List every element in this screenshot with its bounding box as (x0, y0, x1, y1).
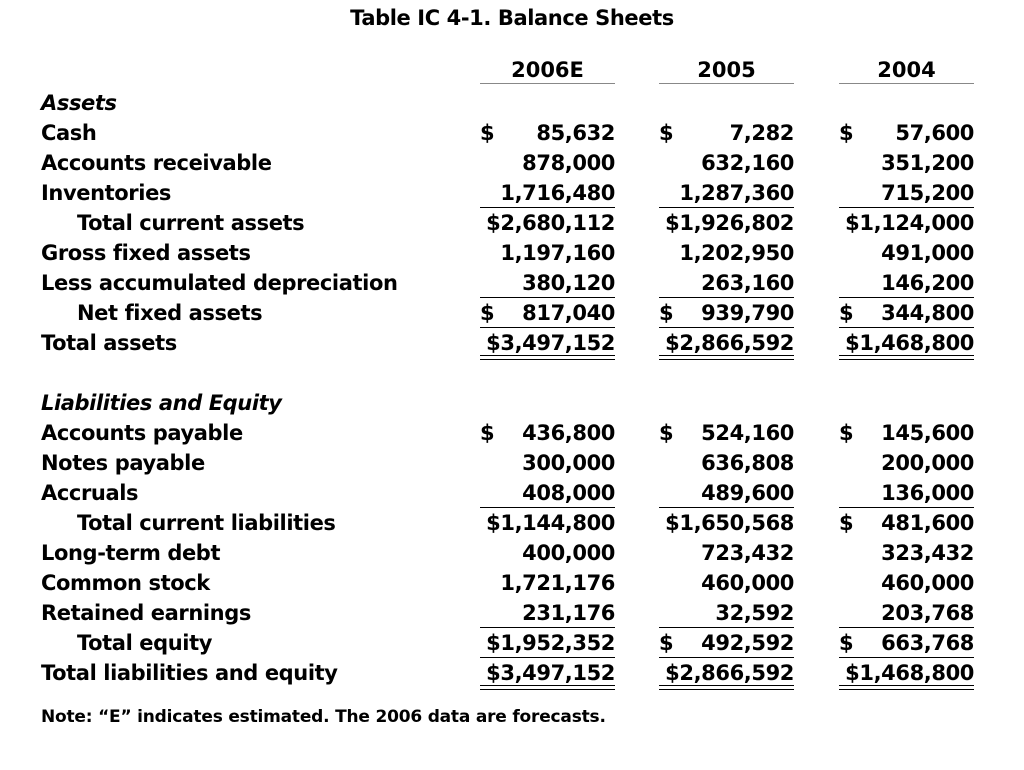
cell-value: 344,800 (881, 301, 974, 325)
currency-symbol: $ (480, 121, 495, 145)
value-cell-2006e (480, 478, 615, 508)
value-cell-2004 (839, 628, 974, 658)
value-cell-2006e (480, 568, 615, 598)
value-cell-2005 (659, 448, 794, 478)
section-header-row (0, 388, 1024, 418)
value-cell-2006e (480, 208, 615, 238)
currency-symbol: $ (839, 301, 854, 325)
table-row (0, 238, 1024, 268)
value-cell-2004 (839, 118, 974, 148)
value-cell-2006e (480, 598, 615, 628)
column-header-2004: 2004 (839, 58, 974, 84)
value-cell-2005 (659, 148, 794, 178)
value-cell-2004 (839, 298, 974, 328)
cell-value: 380,120 (522, 271, 615, 295)
cell-value: 323,432 (881, 541, 974, 565)
value-cell-2004 (839, 448, 974, 478)
currency-symbol: $ (659, 421, 674, 445)
row-label: Cash (41, 121, 97, 145)
value-cell-2006e (480, 508, 615, 538)
value-cell-2005 (659, 238, 794, 268)
value-cell-2006e (480, 328, 615, 358)
value-cell-2004 (839, 178, 974, 208)
value-cell-2006e (480, 418, 615, 448)
cell-value: 57,600 (895, 121, 974, 145)
column-header-2005: 2005 (659, 58, 794, 84)
value-cell-2006e (480, 298, 615, 328)
value-cell-2005 (659, 628, 794, 658)
cell-value: 263,160 (701, 271, 794, 295)
table-row (0, 598, 1024, 628)
value-cell-2006e (480, 538, 615, 568)
table-row (0, 508, 1024, 538)
row-label: Long-term debt (41, 541, 221, 565)
cell-value: $1,926,802 (665, 211, 794, 235)
cell-value: 1,202,950 (679, 241, 794, 265)
cell-value: 524,160 (701, 421, 794, 445)
value-cell-2005 (659, 118, 794, 148)
cell-value: 1,287,360 (679, 181, 794, 205)
currency-symbol: $ (839, 631, 854, 655)
cell-value: 939,790 (701, 301, 794, 325)
section-header-row (0, 88, 1024, 118)
cell-value: 878,000 (522, 151, 615, 175)
cell-value: $1,468,800 (845, 661, 974, 685)
value-cell-2006e (480, 178, 615, 208)
cell-value: 460,000 (701, 571, 794, 595)
cell-value: 146,200 (881, 271, 974, 295)
value-cell-2005 (659, 418, 794, 448)
value-cell-2005 (659, 568, 794, 598)
value-cell-2004 (839, 238, 974, 268)
value-cell-2006e (480, 448, 615, 478)
cell-value: $2,866,592 (665, 331, 794, 355)
cell-value: 231,176 (522, 601, 615, 625)
value-cell-2004 (839, 538, 974, 568)
cell-value: $1,952,352 (486, 631, 615, 655)
cell-value: 145,600 (881, 421, 974, 445)
table-row (0, 538, 1024, 568)
table-row (0, 568, 1024, 598)
cell-value: 489,600 (701, 481, 794, 505)
cell-value: 723,432 (701, 541, 794, 565)
row-label: Accounts payable (41, 421, 243, 445)
value-cell-2005 (659, 268, 794, 298)
cell-value: 1,721,176 (500, 571, 615, 595)
row-label: Notes payable (41, 451, 205, 475)
value-cell-2004 (839, 268, 974, 298)
row-label: Inventories (41, 181, 172, 205)
currency-symbol: $ (480, 301, 495, 325)
balance-sheet-table (0, 88, 1024, 688)
cell-value: $2,680,112 (486, 211, 615, 235)
table-row (0, 118, 1024, 148)
currency-symbol: $ (659, 121, 674, 145)
table-title: Table IC 4-1. Balance Sheets (350, 6, 674, 30)
cell-value: 632,160 (701, 151, 794, 175)
cell-value: 32,592 (715, 601, 794, 625)
table-row (0, 658, 1024, 688)
value-cell-2006e (480, 628, 615, 658)
cell-value: 300,000 (522, 451, 615, 475)
table-row (0, 298, 1024, 328)
cell-value: 817,040 (522, 301, 615, 325)
table-row (0, 268, 1024, 298)
value-cell-2005 (659, 658, 794, 688)
row-label: Total equity (77, 631, 213, 655)
value-cell-2004 (839, 568, 974, 598)
cell-value: $1,650,568 (665, 511, 794, 535)
cell-value: 481,600 (881, 511, 974, 535)
cell-value: 408,000 (522, 481, 615, 505)
value-cell-2005 (659, 298, 794, 328)
cell-value: 663,768 (881, 631, 974, 655)
cell-value: $1,144,800 (486, 511, 615, 535)
cell-value: $1,468,800 (845, 331, 974, 355)
cell-value: 136,000 (881, 481, 974, 505)
currency-symbol: $ (839, 511, 854, 535)
row-label: Retained earnings (41, 601, 251, 625)
table-row (0, 478, 1024, 508)
table-row (0, 208, 1024, 238)
cell-value: 715,200 (881, 181, 974, 205)
table-row (0, 178, 1024, 208)
cell-value: $3,497,152 (486, 331, 615, 355)
row-label: Assets (41, 91, 117, 115)
cell-value: 491,000 (881, 241, 974, 265)
table-row (0, 418, 1024, 448)
value-cell-2005 (659, 208, 794, 238)
value-cell-2004 (839, 148, 974, 178)
cell-value: $3,497,152 (486, 661, 615, 685)
row-label: Accounts receivable (41, 151, 272, 175)
row-label: Total liabilities and equity (41, 661, 338, 685)
currency-symbol: $ (839, 421, 854, 445)
cell-value: 400,000 (522, 541, 615, 565)
cell-value: 200,000 (881, 451, 974, 475)
row-label: Total current liabilities (77, 511, 336, 535)
cell-value: 203,768 (881, 601, 974, 625)
value-cell-2005 (659, 508, 794, 538)
cell-value: 7,282 (729, 121, 794, 145)
spacer-row (0, 358, 1024, 388)
table-row (0, 148, 1024, 178)
value-cell-2006e (480, 118, 615, 148)
cell-value: 436,800 (522, 421, 615, 445)
value-cell-2006e (480, 658, 615, 688)
table-row (0, 328, 1024, 358)
table-row (0, 628, 1024, 658)
value-cell-2004 (839, 598, 974, 628)
row-label: Less accumulated depreciation (41, 271, 398, 295)
cell-value: 85,632 (536, 121, 615, 145)
table-row (0, 448, 1024, 478)
cell-value: $1,124,000 (845, 211, 974, 235)
row-label: Net fixed assets (77, 301, 263, 325)
value-cell-2005 (659, 178, 794, 208)
table-note: Note: “E” indicates estimated. The 2006 data are forecasts. (41, 707, 606, 727)
value-cell-2004 (839, 208, 974, 238)
row-label: Common stock (41, 571, 210, 595)
value-cell-2004 (839, 328, 974, 358)
value-cell-2006e (480, 148, 615, 178)
row-label: Total current assets (77, 211, 305, 235)
value-cell-2005 (659, 328, 794, 358)
row-label: Gross fixed assets (41, 241, 251, 265)
row-label: Accruals (41, 481, 139, 505)
value-cell-2005 (659, 598, 794, 628)
value-cell-2004 (839, 658, 974, 688)
value-cell-2005 (659, 538, 794, 568)
value-cell-2006e (480, 238, 615, 268)
column-headers (0, 58, 1024, 84)
currency-symbol: $ (659, 301, 674, 325)
value-cell-2004 (839, 508, 974, 538)
value-cell-2005 (659, 478, 794, 508)
cell-value: 351,200 (881, 151, 974, 175)
row-label: Total assets (41, 331, 177, 355)
currency-symbol: $ (480, 421, 495, 445)
cell-value: 1,197,160 (500, 241, 615, 265)
currency-symbol: $ (659, 631, 674, 655)
cell-value: 636,808 (701, 451, 794, 475)
cell-value: 492,592 (701, 631, 794, 655)
cell-value: 1,716,480 (500, 181, 615, 205)
cell-value: $2,866,592 (665, 661, 794, 685)
value-cell-2004 (839, 478, 974, 508)
value-cell-2006e (480, 268, 615, 298)
row-label: Liabilities and Equity (41, 391, 282, 415)
currency-symbol: $ (839, 121, 854, 145)
value-cell-2004 (839, 418, 974, 448)
cell-value: 460,000 (881, 571, 974, 595)
column-header-2006e: 2006E (480, 58, 615, 84)
